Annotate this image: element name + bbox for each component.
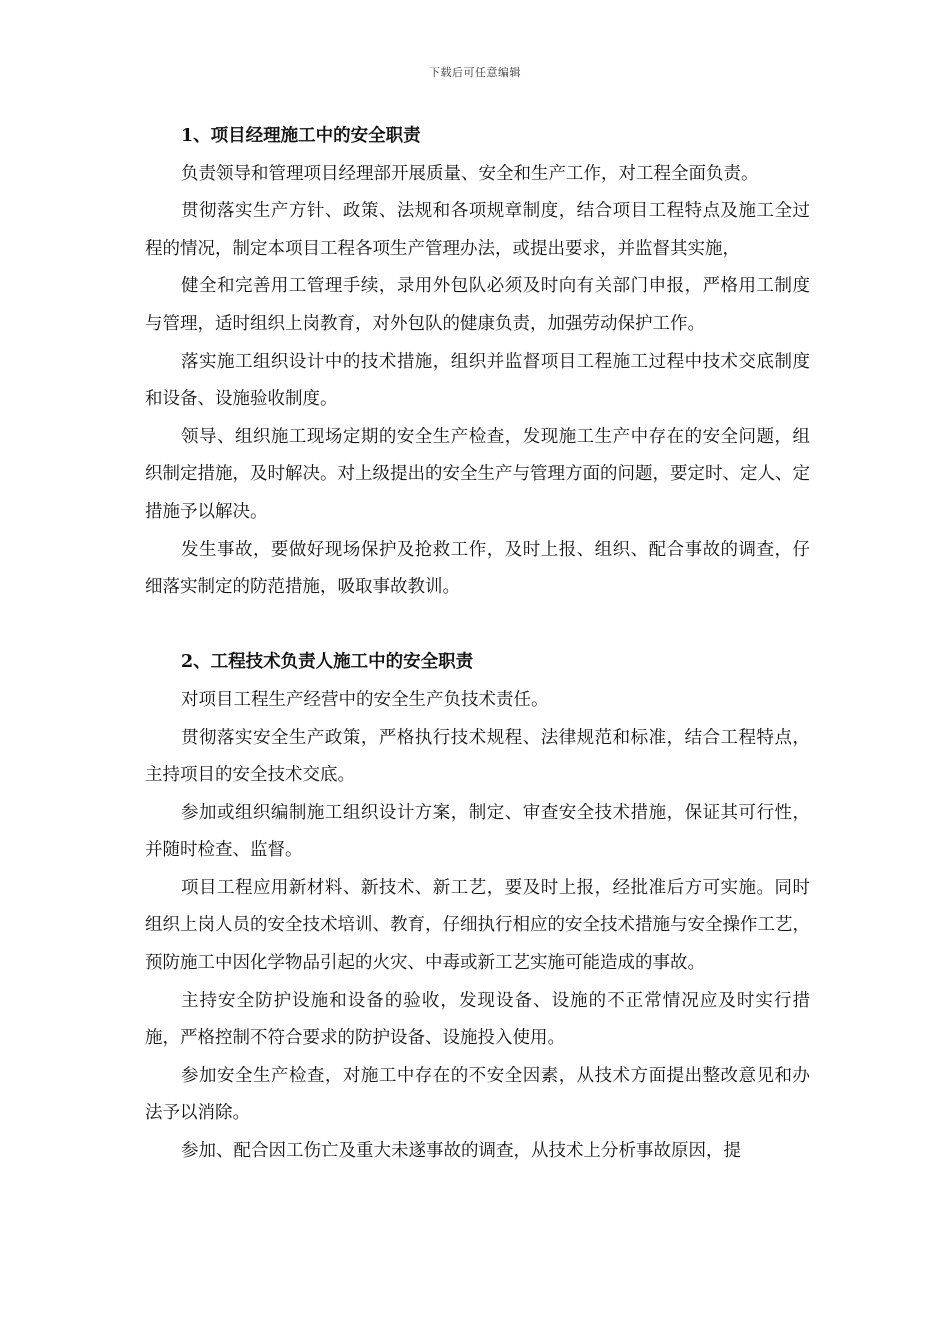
paragraph: 参加安全生产检查，对施工中存在的不安全因素，从技术方面提出整改意见和办法予以消除。 xyxy=(145,1065,810,1124)
paragraph: 贯彻落实生产方针、政策、法规和各项规章制度，结合项目工程特点及施工全过程的情况，制定本项目工程各项生产管理办法，或提出要求，并监督其实施， xyxy=(145,201,810,259)
paragraph: 参加或组织编制施工组织设计方案，制定、审查安全技术措施，保证其可行性，并随时检查、监督。 xyxy=(145,802,810,861)
paragraph: 健全和完善用工管理手续，录用外包队必须及时向有关部门申报，严格用工制度与管理，适时组织上岗教育，对外包队的健康负责，加强劳动保护工作。 xyxy=(145,276,810,334)
section-spacer xyxy=(145,607,810,645)
paragraph: 发生事故，要做好现场保护及抢救工作，及时上报、组织、配合事故的调查，仔细落实制定的防范措施，吸取事故教训。 xyxy=(145,539,810,598)
section-heading: 1、项目经理施工中的安全职责 xyxy=(181,126,421,146)
paragraph: 参加、配合因工伤亡及重大未遂事故的调查，从技术上分析事故原因，提 xyxy=(181,1141,741,1162)
document-body xyxy=(145,118,810,1171)
paragraph: 领导、组织施工现场定期的安全生产检查，发现施工生产中存在的安全问题，组织制定措施，及时解决。对上级提出的安全生产与管理方面的问题，要定时、定人、定措施予以解决。 xyxy=(145,426,810,522)
paragraph: 负责领导和管理项目经理部开展质量、安全和生产工作，对工程全面负责。 xyxy=(181,163,759,184)
section-heading: 2、工程技术负责人施工中的安全职责 xyxy=(181,652,474,673)
page-header-note: 下载后可任意编辑 xyxy=(429,66,521,79)
paragraph: 项目工程应用新材料、新技术、新工艺，要及时上报，经批准后方可实施。同时组织上岗人员的安全技术培训、教育，仔细执行相应的安全技术措施与安全操作工艺，预防施工中因化学物品引起的火灾、中毒或新工艺实施可能造成的事故。 xyxy=(145,877,810,974)
paragraph: 落实施工组织设计中的技术措施，组织并监督项目工程施工过程中技术交底制度和设备、设施验收制度。 xyxy=(145,351,810,410)
paragraph: 主持安全防护设施和设备的验收，发现设备、设施的不正常情况应及时实行措施，严格控制不符合要求的防护设备、设施投入使用。 xyxy=(145,990,810,1049)
paragraph: 对项目工程生产经营中的安全生产负技术责任。 xyxy=(181,689,549,710)
paragraph: 贯彻落实安全生产政策，严格执行技术规程、法律规范和标准，结合工程特点，主持项目的安全技术交底。 xyxy=(145,727,810,786)
